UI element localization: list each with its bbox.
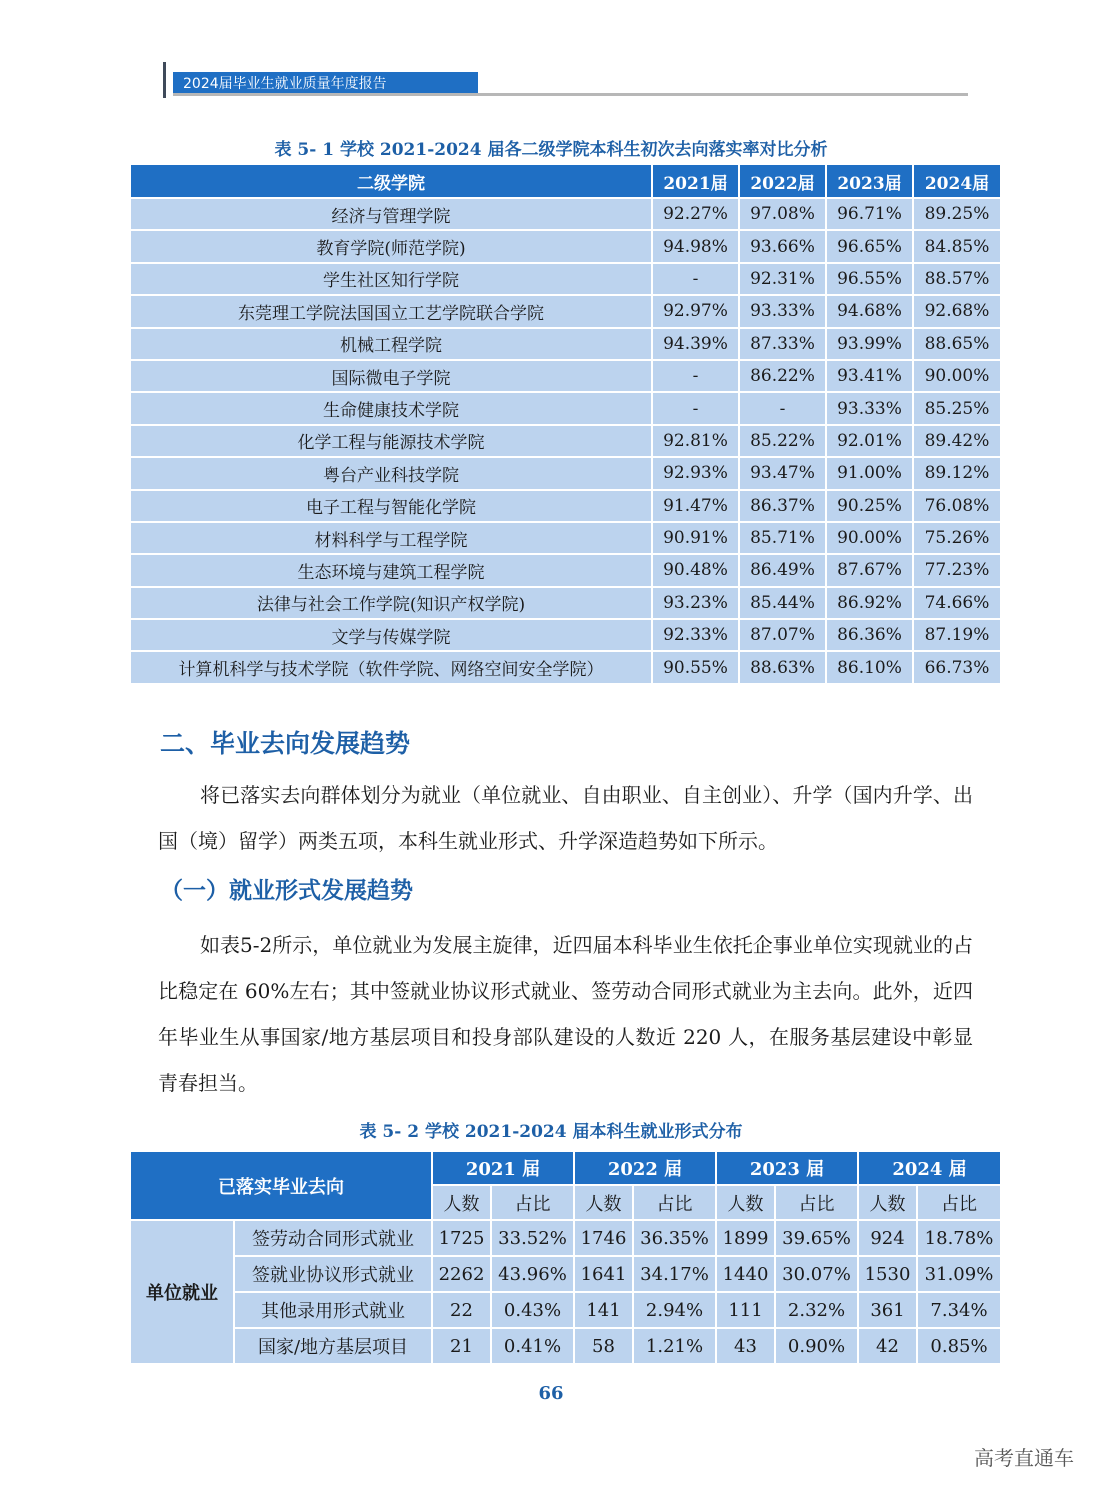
share-cell: 2.32% xyxy=(775,1292,858,1328)
table1-header-row xyxy=(130,164,1001,198)
table-row xyxy=(130,619,1001,651)
watermark: 高考直通车 xyxy=(974,1446,1074,1470)
rate-cell: 90.48% xyxy=(652,554,739,586)
table1-caption: 表 5- 1 学校 2021-2024 届各二级学院本科生初次去向落实率对比分析 xyxy=(274,140,828,160)
section-heading: 二、毕业去向发展趋势 xyxy=(160,729,411,758)
table-row xyxy=(130,522,1001,554)
rate-cell: 75.26% xyxy=(913,522,1001,554)
rate-cell: 92.27% xyxy=(652,198,739,230)
rate-cell: 87.19% xyxy=(913,619,1001,651)
table-row xyxy=(130,392,1001,424)
count-cell: 2262 xyxy=(432,1256,491,1292)
table2-caption: 表 5- 2 学校 2021-2024 届本科生就业形式分布 xyxy=(359,1122,743,1142)
share-cell: 31.09% xyxy=(917,1256,1001,1292)
employment-form-cell: 其他录用形式就业 xyxy=(234,1292,432,1328)
rate-cell: 77.23% xyxy=(913,554,1001,586)
rate-cell: 92.97% xyxy=(652,295,739,327)
share-cell: 43.96% xyxy=(491,1256,574,1292)
rate-cell: - xyxy=(652,263,739,295)
college-name-cell: 文学与传媒学院 xyxy=(130,619,652,651)
share-cell: 30.07% xyxy=(775,1256,858,1292)
table-row xyxy=(130,587,1001,619)
rate-cell: 91.47% xyxy=(652,490,739,522)
table-row xyxy=(130,457,1001,489)
table2-body xyxy=(130,1220,1001,1364)
share-cell: 0.41% xyxy=(491,1328,574,1364)
college-name-cell: 材料科学与工程学院 xyxy=(130,522,652,554)
report-header xyxy=(163,62,968,102)
college-name-cell: 电子工程与智能化学院 xyxy=(130,490,652,522)
table-row xyxy=(130,1292,1001,1328)
count-cell: 1746 xyxy=(574,1220,633,1256)
rate-cell: 92.01% xyxy=(826,425,913,457)
table-row xyxy=(130,198,1001,230)
rate-cell: 92.31% xyxy=(739,263,826,295)
rate-cell: 90.25% xyxy=(826,490,913,522)
table-row xyxy=(130,230,1001,262)
table-row xyxy=(130,1256,1001,1292)
table2-year-header: 2024 届 xyxy=(858,1151,1001,1185)
rate-cell: 85.44% xyxy=(739,587,826,619)
table1-col-header: 2023届 xyxy=(826,164,913,198)
rate-cell: 86.92% xyxy=(826,587,913,619)
rate-cell: 85.22% xyxy=(739,425,826,457)
rate-cell: 92.33% xyxy=(652,619,739,651)
rate-cell: 90.55% xyxy=(652,651,739,683)
header-title: 2024届毕业生就业质量年度报告 xyxy=(173,72,478,96)
rate-cell: - xyxy=(652,360,739,392)
rate-cell: - xyxy=(739,392,826,424)
count-cell: 141 xyxy=(574,1292,633,1328)
share-cell: 34.17% xyxy=(633,1256,716,1292)
rate-cell: 97.08% xyxy=(739,198,826,230)
table2-sub-header: 人数 xyxy=(858,1185,917,1220)
share-cell: 0.90% xyxy=(775,1328,858,1364)
count-cell: 924 xyxy=(858,1220,917,1256)
count-cell: 111 xyxy=(716,1292,775,1328)
table-row xyxy=(130,360,1001,392)
table-row xyxy=(130,554,1001,586)
count-cell: 22 xyxy=(432,1292,491,1328)
table2-year-header: 2023 届 xyxy=(716,1151,858,1185)
count-cell: 43 xyxy=(716,1328,775,1364)
employment-form-cell: 国家/地方基层项目 xyxy=(234,1328,432,1364)
table-row xyxy=(130,1220,1001,1256)
section-paragraph: 将已落实去向群体划分为就业（单位就业、自由职业、自主创业）、升学（国内升学、出国（境）留学）两类五项，本科生就业形式、升学深造趋势如下所示。 xyxy=(158,783,973,853)
group-label-cell: 单位就业 xyxy=(130,1220,234,1364)
rate-cell: 93.33% xyxy=(826,392,913,424)
rate-cell: 96.65% xyxy=(826,230,913,262)
college-name-cell: 东莞理工学院法国国立工艺学院联合学院 xyxy=(130,295,652,327)
table-row xyxy=(130,1328,1001,1364)
rate-cell: 66.73% xyxy=(913,651,1001,683)
share-cell: 18.78% xyxy=(917,1220,1001,1256)
rate-cell: 87.33% xyxy=(739,328,826,360)
rate-cell: 86.10% xyxy=(826,651,913,683)
table2-year-row xyxy=(130,1151,1001,1185)
rate-cell: 94.68% xyxy=(826,295,913,327)
count-cell: 1440 xyxy=(716,1256,775,1292)
share-cell: 0.43% xyxy=(491,1292,574,1328)
share-cell: 0.85% xyxy=(917,1328,1001,1364)
share-cell: 39.65% xyxy=(775,1220,858,1256)
college-name-cell: 粤台产业科技学院 xyxy=(130,457,652,489)
table2-sub-header: 占比 xyxy=(633,1185,716,1220)
rate-cell: 91.00% xyxy=(826,457,913,489)
rate-cell: 85.25% xyxy=(913,392,1001,424)
share-cell: 36.35% xyxy=(633,1220,716,1256)
count-cell: 58 xyxy=(574,1328,633,1364)
share-cell: 2.94% xyxy=(633,1292,716,1328)
rate-cell: 87.67% xyxy=(826,554,913,586)
table-row xyxy=(130,425,1001,457)
table2-sub-header: 占比 xyxy=(491,1185,574,1220)
table-row xyxy=(130,651,1001,683)
rate-cell: 85.71% xyxy=(739,522,826,554)
table1-col-header: 二级学院 xyxy=(130,164,652,198)
college-name-cell: 学生社区知行学院 xyxy=(130,263,652,295)
rate-cell: 93.33% xyxy=(739,295,826,327)
rate-cell: 93.47% xyxy=(739,457,826,489)
employment-form-cell: 签就业协议形式就业 xyxy=(234,1256,432,1292)
rate-cell: 93.23% xyxy=(652,587,739,619)
rate-cell: - xyxy=(652,392,739,424)
rate-cell: 90.00% xyxy=(826,522,913,554)
table-row xyxy=(130,295,1001,327)
table1-col-header: 2022届 xyxy=(739,164,826,198)
college-name-cell: 生命健康技术学院 xyxy=(130,392,652,424)
rate-cell: 89.25% xyxy=(913,198,1001,230)
table2-sub-header: 人数 xyxy=(574,1185,633,1220)
rate-cell: 92.93% xyxy=(652,457,739,489)
rate-cell: 96.71% xyxy=(826,198,913,230)
table2-sub-header: 占比 xyxy=(775,1185,858,1220)
rate-cell: 90.00% xyxy=(913,360,1001,392)
rate-cell: 96.55% xyxy=(826,263,913,295)
header-accent-bar xyxy=(163,62,166,98)
rate-cell: 88.63% xyxy=(739,651,826,683)
rate-cell: 86.36% xyxy=(826,619,913,651)
rate-cell: 93.66% xyxy=(739,230,826,262)
rate-cell: 86.22% xyxy=(739,360,826,392)
count-cell: 1530 xyxy=(858,1256,917,1292)
college-name-cell: 法律与社会工作学院(知识产权学院) xyxy=(130,587,652,619)
table1-college-rates xyxy=(129,163,1002,685)
count-cell: 1899 xyxy=(716,1220,775,1256)
rate-cell: 88.65% xyxy=(913,328,1001,360)
rate-cell: 74.66% xyxy=(913,587,1001,619)
table-row xyxy=(130,263,1001,295)
table2-sub-header: 占比 xyxy=(917,1185,1001,1220)
college-name-cell: 国际微电子学院 xyxy=(130,360,652,392)
college-name-cell: 机械工程学院 xyxy=(130,328,652,360)
rate-cell: 88.57% xyxy=(913,263,1001,295)
rate-cell: 76.08% xyxy=(913,490,1001,522)
college-name-cell: 生态环境与建筑工程学院 xyxy=(130,554,652,586)
table1-col-header: 2021届 xyxy=(652,164,739,198)
employment-form-cell: 签劳动合同形式就业 xyxy=(234,1220,432,1256)
table2-employment-forms xyxy=(129,1150,1002,1365)
page-number: 66 xyxy=(538,1383,564,1404)
rate-cell: 93.41% xyxy=(826,360,913,392)
college-name-cell: 经济与管理学院 xyxy=(130,198,652,230)
rate-cell: 87.07% xyxy=(739,619,826,651)
rate-cell: 86.49% xyxy=(739,554,826,586)
count-cell: 21 xyxy=(432,1328,491,1364)
rate-cell: 94.39% xyxy=(652,328,739,360)
rate-cell: 84.85% xyxy=(913,230,1001,262)
college-name-cell: 教育学院(师范学院) xyxy=(130,230,652,262)
rate-cell: 89.42% xyxy=(913,425,1001,457)
rate-cell: 94.98% xyxy=(652,230,739,262)
count-cell: 361 xyxy=(858,1292,917,1328)
count-cell: 1641 xyxy=(574,1256,633,1292)
rate-cell: 90.91% xyxy=(652,522,739,554)
rate-cell: 92.68% xyxy=(913,295,1001,327)
table1-body xyxy=(130,198,1001,684)
share-cell: 7.34% xyxy=(917,1292,1001,1328)
header-divider xyxy=(173,93,968,96)
table-row xyxy=(130,490,1001,522)
table2-sub-header: 人数 xyxy=(432,1185,491,1220)
count-cell: 42 xyxy=(858,1328,917,1364)
count-cell: 1725 xyxy=(432,1220,491,1256)
college-name-cell: 计算机科学与技术学院（软件学院、网络空间安全学院） xyxy=(130,651,652,683)
college-name-cell: 化学工程与能源技术学院 xyxy=(130,425,652,457)
share-cell: 1.21% xyxy=(633,1328,716,1364)
table2-year-header: 2021 届 xyxy=(432,1151,574,1185)
table1-col-header: 2024届 xyxy=(913,164,1001,198)
rate-cell: 89.12% xyxy=(913,457,1001,489)
rate-cell: 86.37% xyxy=(739,490,826,522)
subsection-heading: （一）就业形式发展趋势 xyxy=(160,878,413,904)
table-row xyxy=(130,328,1001,360)
table2-sub-header: 人数 xyxy=(716,1185,775,1220)
table2-year-header: 2022 届 xyxy=(574,1151,716,1185)
rate-cell: 93.99% xyxy=(826,328,913,360)
subsection-paragraph: 如表5-2所示，单位就业为发展主旋律，近四届本科毕业生依托企事业单位实现就业的占比稳定在 60%左右；其中签就业协议形式就业、签劳动合同形式就业为主去向。此外，近四年毕业生从事国家/地方基层项目和投身部队建设的人数近 220 人，在服务基层建设中彰显青春担当。 xyxy=(158,933,973,1095)
table2-first-header: 已落实毕业去向 xyxy=(130,1151,432,1220)
share-cell: 33.52% xyxy=(491,1220,574,1256)
rate-cell: 92.81% xyxy=(652,425,739,457)
